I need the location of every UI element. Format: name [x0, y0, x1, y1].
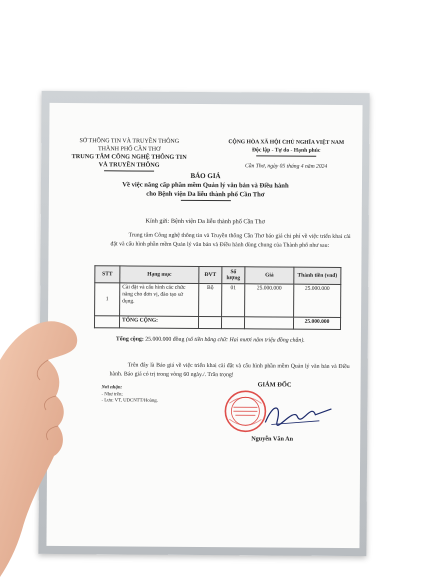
signer-title: GIÁM ĐỐC: [257, 381, 292, 389]
total-label: TỔNG CỘNG:: [119, 316, 198, 329]
recipient-line-1: - Như trên;: [101, 391, 123, 397]
national-header: [217, 138, 355, 171]
document-title: [49, 171, 362, 202]
header-item: Hạng mục: [120, 266, 199, 284]
addressee: Kính gửi: Bệnh viện Da liễu thành phố Cần Thơ: [145, 217, 265, 226]
table-total-row: [94, 316, 340, 330]
national-title: CỘNG HÒA XÃ HỘI CHỦ NGHĨA VIỆT NAM: [228, 139, 345, 146]
total-blank-qty: [221, 317, 244, 329]
title-underline: [180, 200, 230, 201]
recipient-line-2: - Lưu: VT, UDCNTT/Hoàng.: [101, 398, 158, 404]
recipients-heading: Nơi nhận:: [101, 385, 123, 391]
row-amount: 25.000.000: [294, 284, 341, 317]
issuer-line-1: SỞ THÔNG TIN VÀ TRUYỀN THÔNG: [79, 138, 180, 145]
title-main: BÁO GIÁ: [190, 171, 221, 181]
table-header-row: [95, 266, 341, 285]
row-unit: Bộ: [199, 283, 222, 316]
header-amount: Thành tiền (vnđ): [294, 267, 341, 284]
handwritten-signature: [257, 394, 337, 435]
national-motto: Độc lập - Tự do - Hạnh phúc: [252, 147, 321, 154]
total-summary-words: (số tiền bằng chữ: Hai mươi năm triệu đồng chẵn).: [185, 336, 305, 344]
signer-name: Nguyễn Văn An: [251, 435, 294, 443]
header-price: Giá: [245, 267, 294, 284]
row-item: Cài đặt và cấu hình các chức năng cho đơn vị, đào tạo sử dụng.: [120, 283, 199, 317]
total-blank-price: [244, 317, 293, 329]
title-sub-2: cho Bệnh viện Da liễu thành phố Cần Thơ: [146, 190, 265, 199]
hand-holding-folder: [0, 300, 120, 577]
header-unit: ĐVT: [199, 266, 222, 283]
total-blank-unit: [198, 316, 221, 328]
table-row: [95, 283, 341, 318]
row-price: 25.000.000: [245, 284, 294, 317]
total-summary-label: Tổng cộng:: [115, 336, 144, 343]
issuer-line-4: VÀ TRUYỀN THÔNG: [98, 161, 160, 169]
header-qty: Số lượng: [222, 267, 245, 284]
row-stt: 1: [95, 283, 120, 316]
title-sub-1: Về việc nâng cấp phần mềm Quản lý văn bản và Điều hành: [122, 181, 289, 190]
motto-underline: [256, 155, 316, 156]
row-qty: 01: [222, 284, 245, 317]
total-value: 25.000.000: [293, 317, 340, 329]
header-stt: STT: [95, 266, 120, 283]
issuer-line-3: TRUNG TÂM CÔNG NGHỆ THÔNG TIN: [71, 153, 187, 161]
closing-paragraph: Trên đây là Báo giá về việc triển khai cài đặt và cấu hình phần mềm Quản lý văn bản và Điều hành. Báo giá có trị trong vòng 60 ngày./. Trân trọng!: [109, 362, 350, 378]
total-summary-value: 25.000.000 đồng: [145, 336, 185, 343]
issuer-line-2: THÀNH PHỐ CẦN THƠ: [98, 146, 161, 153]
intro-paragraph: Trung tâm Công nghệ thông tin và Truyền thông Cần Thơ báo giá chi phí về việc triển khai cài đặt và cấu hình phần mềm Quản lý văn bản và Điều hành dùng chung của Thành phố như sau:: [110, 232, 351, 249]
issuer-header: [59, 137, 199, 172]
document-date: Cần Thơ, ngày 05 tháng 4 năm 2024: [244, 163, 328, 170]
quote-table: [94, 265, 341, 330]
total-summary: [116, 336, 356, 344]
